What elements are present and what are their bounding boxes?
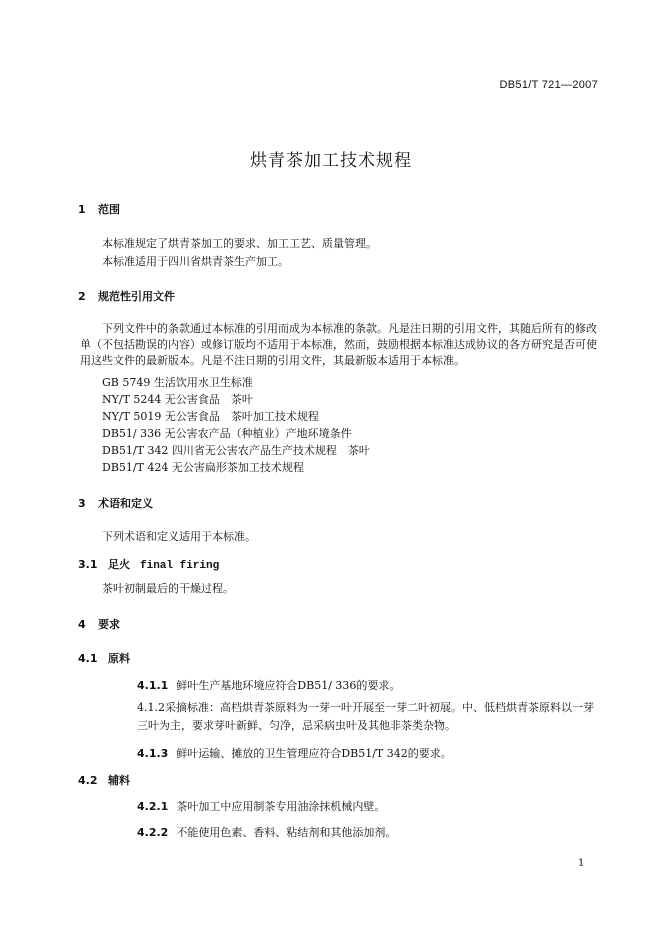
reference-item: NY/T 5019 无公害食品 茶叶加工技术规程: [102, 410, 319, 423]
clause-number: 4.2.1: [137, 800, 169, 813]
section-number: 4: [78, 618, 86, 631]
section-title: 术语和定义: [98, 497, 153, 510]
section-number: 3: [78, 497, 86, 510]
section-1-heading: [78, 201, 120, 217]
document-id: DB51/T 721—2007: [499, 79, 598, 91]
clause-text: 鲜叶生产基地环境应符合DB51/ 336的要求。: [176, 679, 401, 692]
reference-item: DB51/T 424 无公害扁形茶加工技术规程: [102, 461, 304, 474]
page-number: 1: [578, 858, 585, 869]
section-4-heading: [78, 616, 120, 632]
section-number: 1: [78, 203, 86, 216]
term-definition: 茶叶初制最后的干燥过程。: [102, 582, 234, 595]
section-title: 范围: [98, 203, 120, 216]
paragraph: 本标准规定了烘青茶加工的要求、加工工艺、质量管理。: [102, 237, 377, 250]
section-2-heading: [78, 288, 175, 304]
clause-text: 不能使用色素、香料、粘结剂和其他添加剂。: [176, 826, 397, 839]
clause-number: 4.1.1: [137, 679, 169, 692]
clause-number: 4.1.2: [137, 701, 165, 714]
reference-item: NY/T 5244 无公害食品 茶叶: [102, 393, 253, 406]
section-3-heading: [78, 495, 153, 511]
subsection-title: 辅料: [108, 774, 130, 787]
reference-item: DB51/ 336 无公害农产品（种植业）产地环境条件: [102, 427, 352, 440]
section-title: 规范性引用文件: [98, 290, 175, 303]
clause-text: 鲜叶运输、摊放的卫生管理应符合DB51/T 342的要求。: [176, 747, 452, 760]
subsection-number: 4.2: [78, 774, 98, 787]
clause-text: 采摘标准：高档烘青茶原料为一芽一叶开展至一芽二叶初展。中、低档烘青茶原料以一芽三叶为主，要求芽叶新鲜、匀净，忌采病虫叶及其他非茶类杂物。: [137, 701, 594, 732]
clause-number: 4.2.2: [137, 826, 169, 839]
term-zh: 足火: [108, 558, 130, 571]
section-number: 2: [78, 290, 86, 303]
clause-4-2-1: [137, 798, 385, 814]
subsection-4-1-heading: [78, 650, 130, 666]
term-en: final firing: [140, 560, 220, 572]
clause-text: 茶叶加工中应用制茶专用油涂抹机械内壁。: [176, 800, 386, 813]
reference-item: DB51/T 342 四川省无公害农产品生产技术规程 茶叶: [102, 444, 370, 457]
page-title: 烘青茶加工技术规程: [250, 151, 412, 171]
clause-4-1-1: [137, 677, 400, 693]
paragraph: 下列术语和定义适用于本标准。: [102, 530, 256, 543]
clause-4-1-2: [137, 699, 600, 735]
clause-4-2-2: [137, 824, 396, 840]
subsection-title: 原料: [108, 652, 130, 665]
reference-item: GB 5749 生活饮用水卫生标准: [102, 376, 253, 389]
subsection-4-2-heading: [78, 772, 130, 788]
term-number: 3.1: [78, 558, 98, 571]
clause-number: 4.1.3: [137, 747, 169, 760]
section-title: 要求: [98, 618, 120, 631]
references-intro-paragraph: 下列文件中的条款通过本标准的引用而成为本标准的条款。凡是注日期的引用文件，其随后所有的修改单（不包括勘误的内容）或修订版均不适用于本标准，然而，鼓励根据本标准达成协议的各方研究是否可使用这些文件的最新版本。凡是不注日期的引用文件，其最新版本适用于本标准。: [80, 322, 597, 367]
subsection-number: 4.1: [78, 652, 98, 665]
clause-4-1-3: [137, 745, 452, 761]
paragraph: 本标准适用于四川省烘青茶生产加工。: [102, 255, 289, 268]
term-heading: [78, 556, 219, 572]
